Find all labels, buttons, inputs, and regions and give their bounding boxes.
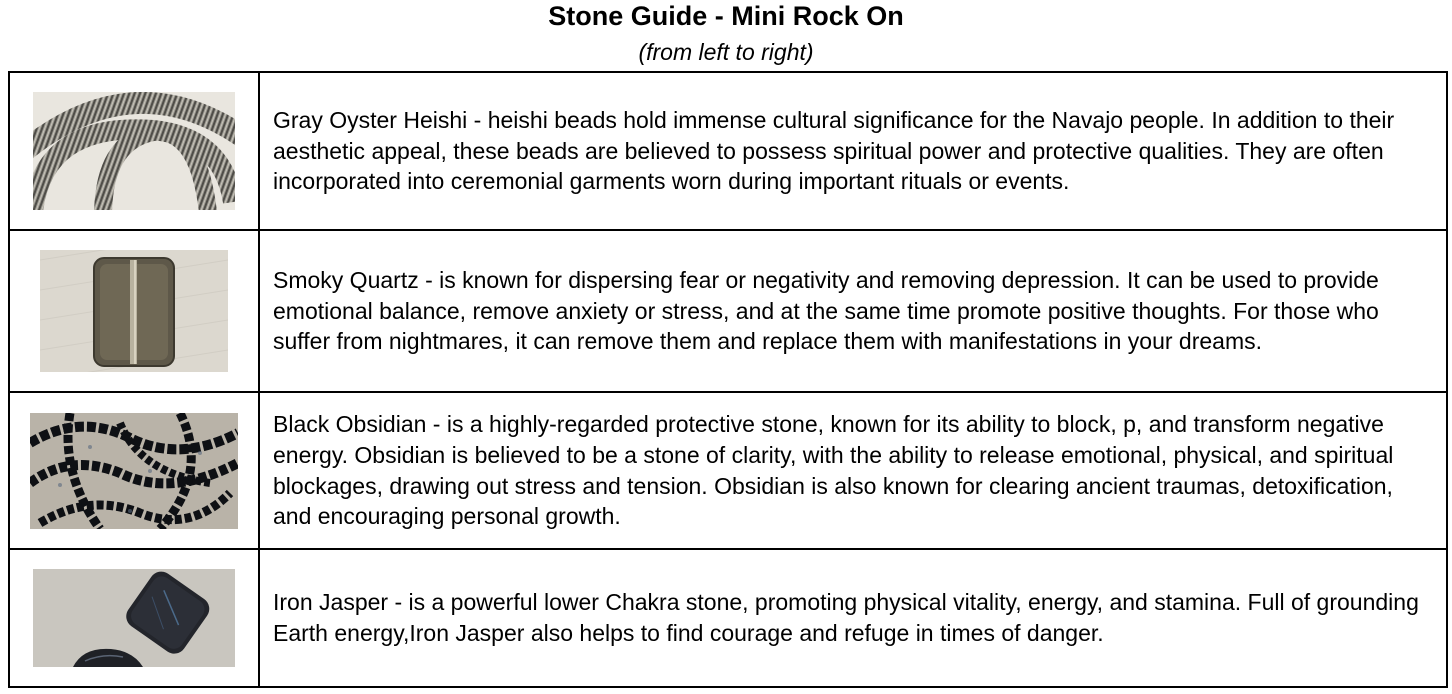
stone-description: Gray Oyster Heishi - heishi beads hold immense cultural significance for the Navajo people. In addition to their aesthetic appeal, these beads are believed to possess spiritual power and protective qualities. They are often incorporated into ceremonial garments worn during important rituals or events. — [259, 72, 1447, 230]
smoky-quartz-image — [40, 250, 228, 372]
stone-image-cell — [9, 392, 259, 549]
black-obsidian-image — [30, 413, 238, 529]
iron-jasper-image — [33, 569, 235, 667]
table-row — [9, 230, 1447, 392]
document-title: Stone Guide - Mini Rock On — [548, 1, 904, 31]
document-subtitle: (from left to right) — [638, 39, 814, 65]
stone-description: Iron Jasper - is a powerful lower Chakra stone, promoting physical vitality, energy, and stamina. Full of grounding Earth energy,Iron Jasper also helps to find courage and refuge in times of danger. — [259, 549, 1447, 687]
stone-description: Black Obsidian - is a highly-regarded protective stone, known for its ability to block, p, and transform negative energy. Obsidian is believed to be a stone of clarity, with the ability to release emotional, physical, and spiritual blockages, drawing out stress and tension. Obsidian is also known for clearing ancient traumas, detoxification, and encouraging personal growth. — [259, 392, 1447, 549]
stone-image-cell — [9, 549, 259, 687]
stone-guide-table — [8, 71, 1448, 688]
table-row — [9, 549, 1447, 687]
gray-oyster-heishi-image — [33, 92, 235, 210]
stone-image-cell — [9, 230, 259, 392]
stone-description: Smoky Quartz - is known for dispersing fear or negativity and removing depression. It can be used to provide emotional balance, remove anxiety or stress, and at the same time promote positive thoughts. For those who suffer from nightmares, it can remove them and replace them with manifestations in your dreams. — [259, 230, 1447, 392]
table-row — [9, 392, 1447, 549]
stone-image-cell — [9, 72, 259, 230]
table-row — [9, 72, 1447, 230]
